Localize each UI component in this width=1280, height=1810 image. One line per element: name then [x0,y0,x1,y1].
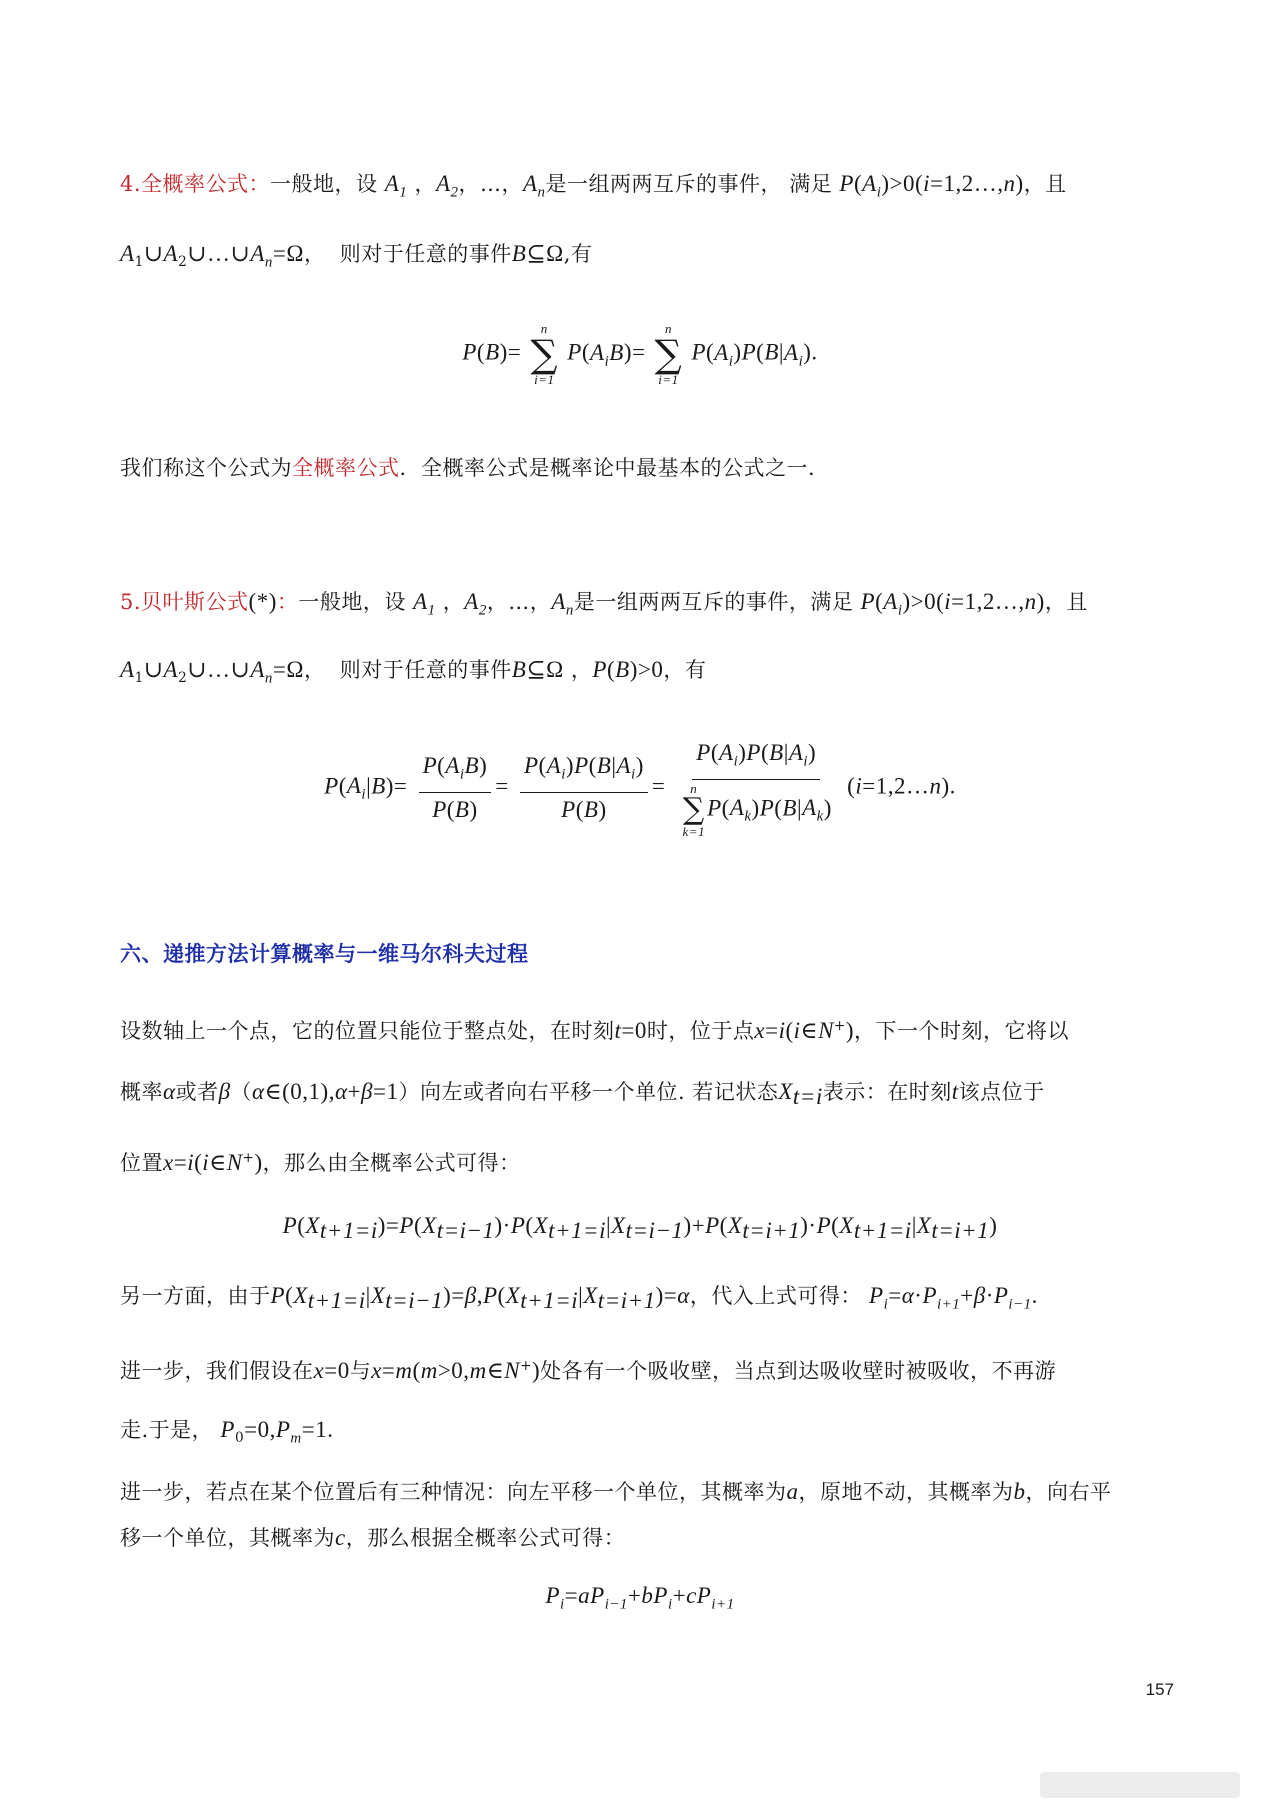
s5-heading: 5.贝叶斯公式 [120,590,249,614]
s5-formula: $P(A_i|B)=$ $\frac{P(A_iB)}{P(B)}$ = $\frac{P(A_i)P(B|A_i)}{P(B)}$ = $P(A_i)P(B|A_i)$ n ∑ k=1 $P(A_k)P(B|A_k)$ (i=1,2…n). [324,740,956,839]
s6-p7: 进一步，若点在某个位置后有三种情况：向左平移一个单位，其概率为a，原地不动，其概率为b，向右平 [120,1479,1112,1504]
s4-heading: 4.全概率公式 [120,172,249,196]
s6-formula-1: $P(X_{t+1=i})=P(X_{t=i-1})\cdot P(X_{t+1=i}|X_{t=i-1})+P(X_{t=i+1})\cdot P(X_{t+1=i}|X_{t=i+1})$ [282,1213,998,1244]
watermark-strip [1040,1772,1240,1798]
s6-p8: 移一个单位，其概率为c，那么根据全概率公式可得： [120,1525,626,1550]
s5-line-1: 5.贝叶斯公式(*)：一般地，设 $A_1$ ，$A_2$，…，$A_n$是一组两两互斥的事件，满足 $P(A_i)>0(i=1,2\dots,n)$，且 [120,589,1088,619]
page-number: 157 [1145,1680,1174,1699]
s4-note-term: 全概率公式 [292,456,400,480]
s6-p5: 进一步，我们假设在x=0与x=m(m>0,m∈N+)处各有一个吸收壁，当点到达吸收壁时被吸收，不再游 [120,1358,1057,1383]
s6-heading: 六、递推方法计算概率与一维马尔科夫过程 [120,941,529,966]
s4-note: 我们称这个公式为全概率公式．全概率公式是概率论中最基本的公式之一. [120,456,816,480]
s5-line-2: $A_1\cup A_2\cup\dots\cup A_n=\Omega$， 则对于任意的事件B⊆Ω ，P(B)>0，有 [120,657,707,687]
s6-p1: 设数轴上一个点，它的位置只能位于整点处，在时刻t=0时，位于点x=i(i∈N+)，下一个时刻，它将以 [120,1018,1070,1043]
s4-formula: P(B)= n ∑ i=1 $P(A_iB)=$ n ∑ i=1 $P(A_i)P(B|A_i)$. [462,321,818,387]
s4-line-2: $A_1\cup A_2\cup\dots\cup A_n=\Omega$， 则对于任意的事件B⊆Ω,有 [120,241,593,271]
s6-p6: 走.于是， $P_0=0,P_m=1$. [120,1417,334,1447]
s6-p3: 位置x=i(i∈N+)，那么由全概率公式可得： [120,1150,521,1175]
s4-line-1: 4.全概率公式：一般地，设 $A_1$ ，$A_2$，…，$A_n$是一组两两互斥的事件， 满足 $P(A_i)>0(i=1,2\dots,n)$，且 [120,171,1067,201]
s6-formula-2: $P_i=aP_{i-1}+bP_i+cP_{i+1}$ [545,1583,735,1613]
s6-p2: 概率α或者β（α∈(0,1),α+β=1）向左或者向右平移一个单位. 若记状态$X_{t=i}$表示：在时刻t该点位于 [120,1079,1045,1110]
s6-p4: 另一方面，由于$P(X_{t+1=i}|X_{t=i-1})=\beta,P(X_{t+1=i}|X_{t=i+1})=\alpha$，代入上式可得： $P_i=\alpha\cdot P_{i+1}+\beta\cdot P_{i-1}$. [120,1283,1038,1314]
